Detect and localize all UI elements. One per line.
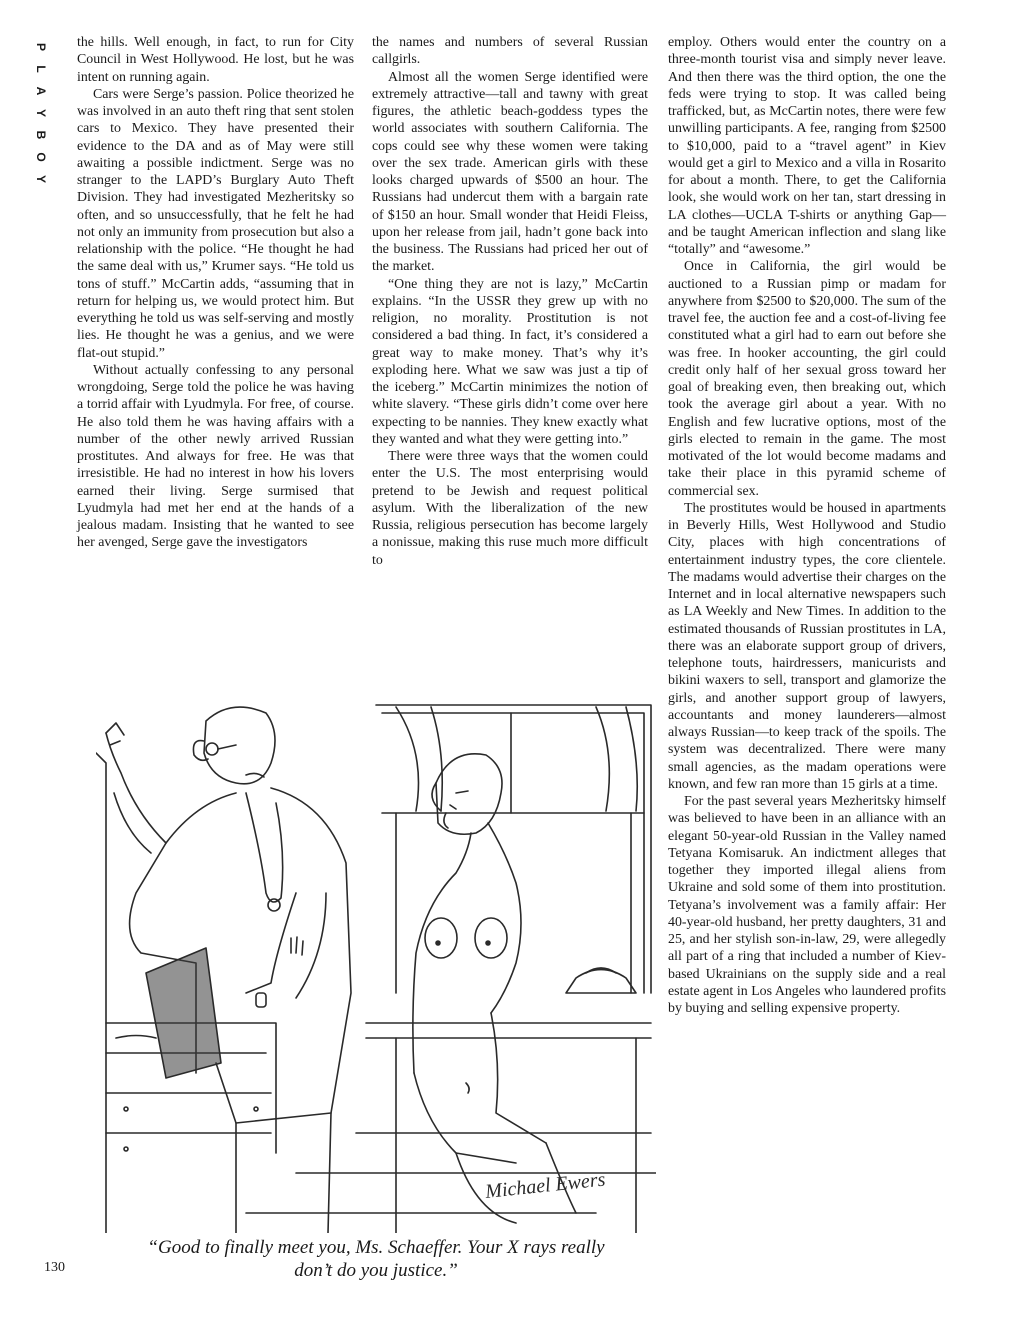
text-column-3 bbox=[668, 34, 946, 1017]
article-paragraph: Almost all the women Serge identified were extremely attractive—tall and tawny with great figures, the athletic beach-goddess types the world associates with southern California. The cops could see why these women were taking over the sex trade. American girls with these looks charged upwards of $500 an hour. The Russians had undercut them with a bargain rate of $150 an hour. Small wonder that Heidi Fleiss, upon her release from jail, hadn’t gone back into the business. The Russians had priced her out of the market. bbox=[372, 69, 648, 275]
article-paragraph: The prostitutes would be housed in apartments in Beverly Hills, West Hollywood and Studio City, places with high concentrations of entertainment industry types, the core clientele. The madams would advertise their charges on the Internet and in local alternative newspapers such as LA Weekly and New Times. In addition to the estimated thousands of Russian prostitutes in LA, there was an elaborate support group of drivers, telephone touts, hairdressers, manicurists and bikini waxers to sell, transport and glamorize the girls, and another support group of lawyers, accountants and money launderers—almost always Russian—to keep track of the spoils. The system was decentralized. There were many small agencies, as the madam operations were known, and few ran more than 15 girls at a time. bbox=[668, 500, 946, 792]
masthead-letter: Y bbox=[34, 108, 48, 117]
cartoon-illustration bbox=[96, 693, 656, 1233]
article-paragraph: employ. Others would enter the country on a three-month tourist visa and simply never leave. And then there was the third option, the one the feds were trying to stop. It was called being trafficked, but, as McCartin notes, there were few unwilling participants. A fee, ranging from $2500 to $10,000, paid to a “travel agent” in Kiev would get a girl to Mexico and a villa in Rosarito for about a month. There, to get the California look, she would work on her tan, start dressing in LA clothes—UCLA T-shirts or anything Gap—and be taught American inflection and slang like “totally” and “awesome.” bbox=[668, 35, 946, 257]
masthead-letter: B bbox=[34, 130, 48, 140]
telephone bbox=[566, 968, 636, 993]
page-number: 130 bbox=[44, 1260, 65, 1275]
article-paragraph: For the past several years Mezheritsky himself was believed to have been in an alliance with an elegant 50-year-old Russian in the Valley named Tetyana Komisaruk. An indictment alleges that together they imported illegal aliens from Ukraine and sold some of them into prostitution. Tetyana’s involvement was a family affair: Her 40-year-old husband, her pretty daughters, 31 and 25, and her stylish son-in-law, 29, were allegedly all part of a ring that included a number of Kiev-based Ukrainians on the supply side and a real estate agent in Los Angeles who laundered profits by buying and selling expensive property. bbox=[668, 794, 946, 1016]
caption-line-2: don’t do you justice.” bbox=[294, 1260, 458, 1281]
doctor-figure bbox=[106, 707, 351, 1233]
cartoon-caption bbox=[96, 1236, 656, 1282]
article-paragraph: There were three ways that the women could enter the U.S. The most enterprising would pretend to be Jewish and request political asylum. With the liberalization of the new Russia, religious persecution has become largely a nonissue, making this ruse much more difficult to bbox=[372, 449, 648, 568]
article-paragraph: the hills. Well enough, in fact, to run for City Council in West Hollywood. He lost, but he was intent on running again. bbox=[77, 35, 354, 85]
article-paragraph: Without actually confessing to any personal wrongdoing, Serge told the police he was having a torrid affair with Lyudmyla. For free, of course. He also told them he was having affairs with a number of the other newly arrived Russian prostitutes. And always for free. He was that irresistible. He had no interest in how his lovers earned their living. Serge surmised that Lyudmyla had met her end at the hands of a jealous madam. Insisting that he wanted to see her avenged, Serge gave the investigators bbox=[77, 362, 354, 551]
cartoonist-signature: Michael Ewers bbox=[484, 1168, 607, 1203]
masthead-vertical bbox=[30, 36, 52, 190]
masthead-letter: Y bbox=[34, 174, 48, 183]
exam-table bbox=[296, 1023, 656, 1233]
article-paragraph: the names and numbers of several Russian callgirls. bbox=[372, 35, 648, 68]
masthead-letter: L bbox=[34, 65, 48, 73]
article-paragraph: Cars were Serge’s passion. Police theorized he was involved in an auto theft ring that sent stolen cars to Mexico. They have presented their evidence to the DA and as of May were still awaiting a possible indictment. Serge was no stranger to the LAPD’s Burglary Auto Theft Division. They had investigated Mezheritsky so often, and so unsuccessfully, that he felt he had not only an immunity from prosecution but also a relationship with the police. “He thought he had the same deal with us,” Krumer says. “He told us tons of stuff.” McCartin adds, “assuming that in return for helping us, we would protect him. But everything he told us was self-serving and mostly lies. He thought he was a genius, and we were flat-out stupid.” bbox=[77, 86, 354, 361]
masthead-letter: O bbox=[34, 152, 48, 162]
text-column-1 bbox=[77, 34, 354, 552]
masthead-letter: P bbox=[34, 42, 48, 51]
article-paragraph: Once in California, the girl would be auctioned to a Russian pimp or madam for anywhere from $2500 to $20,000. The sum of the travel fee, the auction fee and a cost-of-living fee constituted what a girl had to earn out before she was free. In hooker accounting, the girl could credit only half of her sexual gross toward her goal of breaking even, then breaking out, which took the average girl about a year. With no English and few lucrative options, most of the girls elected to remain in the game. The most motivated of the lot would become madams and take their place in this pyramid scheme of commercial sex. bbox=[668, 259, 946, 499]
text-column-2 bbox=[372, 34, 648, 569]
caption-line-1: “Good to finally meet you, Ms. Schaeffer. Your X rays really bbox=[147, 1237, 605, 1258]
woman-figure bbox=[413, 754, 576, 1223]
article-paragraph: “One thing they are not is lazy,” McCartin explains. “In the USSR they grew up with no religion, no morality. Prostitution is not considered a bad thing. In fact, it’s considered a great way to make money. That’s why it’s exploding here. What we saw was just a tip of the iceberg.” McCartin minimizes the notion of white slavery. “These girls didn’t come over here expecting to be nannies. They knew exactly what they wanted and what they were getting into.” bbox=[372, 276, 648, 447]
masthead-letter: A bbox=[34, 86, 48, 96]
